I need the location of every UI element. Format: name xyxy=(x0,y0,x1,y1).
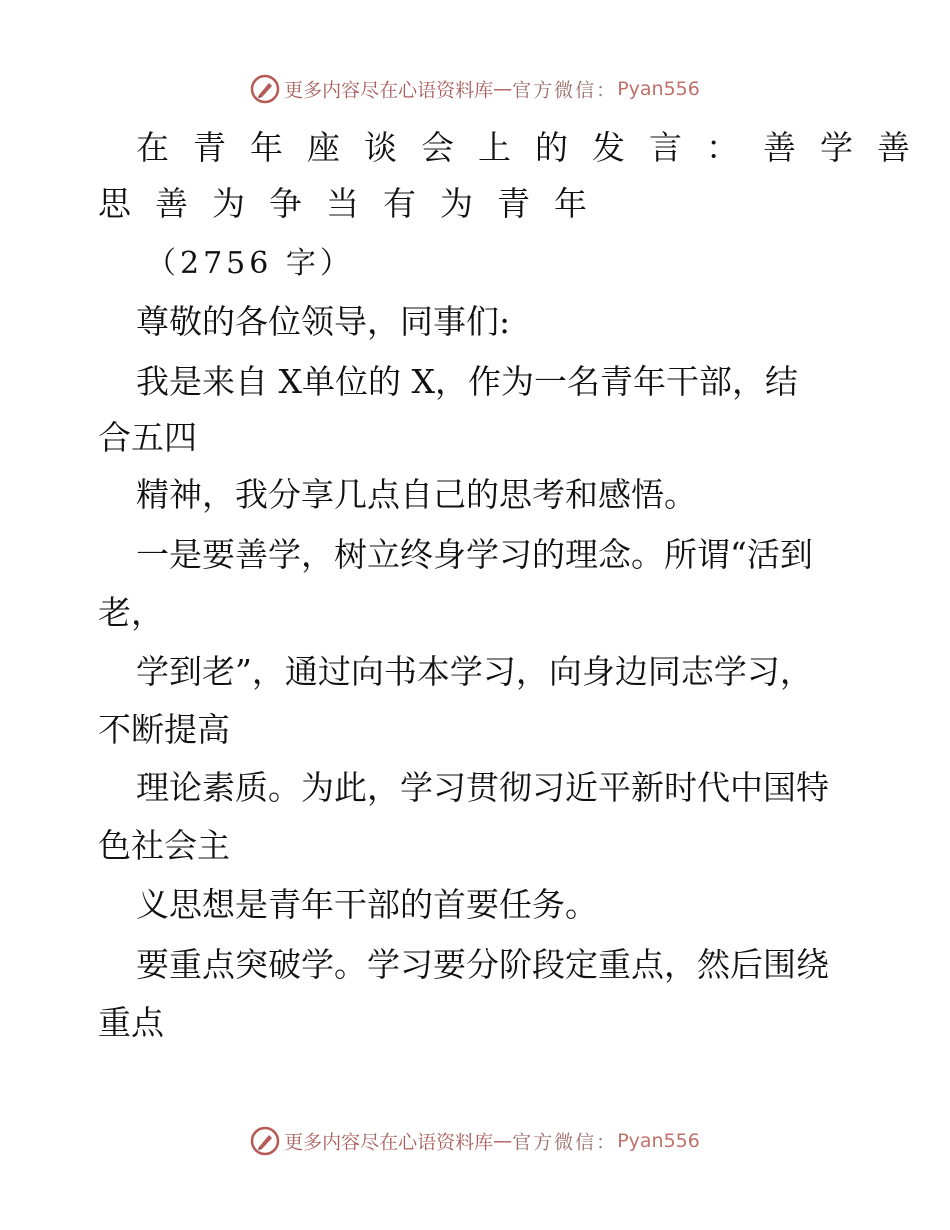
paragraph-line: 要重点突破学。学习要分阶段定重点，然后围绕 xyxy=(136,945,829,984)
banner-wechat-label: 官方微信： xyxy=(512,1131,618,1154)
paragraph-line: 一是要善学，树立终身学习的理念。所谓“活到 xyxy=(136,535,813,574)
paragraph-line: 不断提高 xyxy=(98,710,230,749)
paragraph-line: 合五四 xyxy=(98,418,197,457)
paragraph-line: 重点 xyxy=(98,1003,164,1042)
paragraph-line: 我是来自 X单位的 X，作为一名青年干部，结 xyxy=(136,362,798,401)
word-count: （2756 字） xyxy=(146,246,354,281)
banner-text: 更多内容尽在心语资料库 xyxy=(284,1131,494,1154)
banner-wechat-label: 官方微信： xyxy=(512,79,618,102)
pen-logo-icon xyxy=(250,74,280,104)
salutation: 尊敬的各位领导，同事们: xyxy=(136,302,511,341)
banner-dash: — xyxy=(493,1130,513,1152)
footer-banner xyxy=(0,1126,950,1156)
title-line-1: 在青年座谈会上的发言：善学善 xyxy=(136,128,934,167)
banner-dash: — xyxy=(493,78,513,100)
paragraph-line: 精神，我分享几点自己的思考和感悟。 xyxy=(136,475,697,514)
banner-wechat-id: Pyan556 xyxy=(617,78,700,100)
pen-logo-icon xyxy=(250,1126,280,1156)
paragraph-line: 色社会主 xyxy=(98,826,230,865)
header-banner xyxy=(0,74,950,104)
paragraph-line: 理论素质。为此，学习贯彻习近平新时代中国特 xyxy=(136,768,829,807)
paragraph-line: 老， xyxy=(98,593,164,632)
title-line-2: 思善为争当有为青年 xyxy=(98,184,611,223)
banner-text: 更多内容尽在心语资料库 xyxy=(284,79,494,102)
paragraph-line: 义思想是青年干部的首要任务。 xyxy=(136,885,598,924)
paragraph-line: 学到老”，通过向书本学习，向身边同志学习， xyxy=(136,652,813,691)
banner-wechat-id: Pyan556 xyxy=(617,1130,700,1152)
